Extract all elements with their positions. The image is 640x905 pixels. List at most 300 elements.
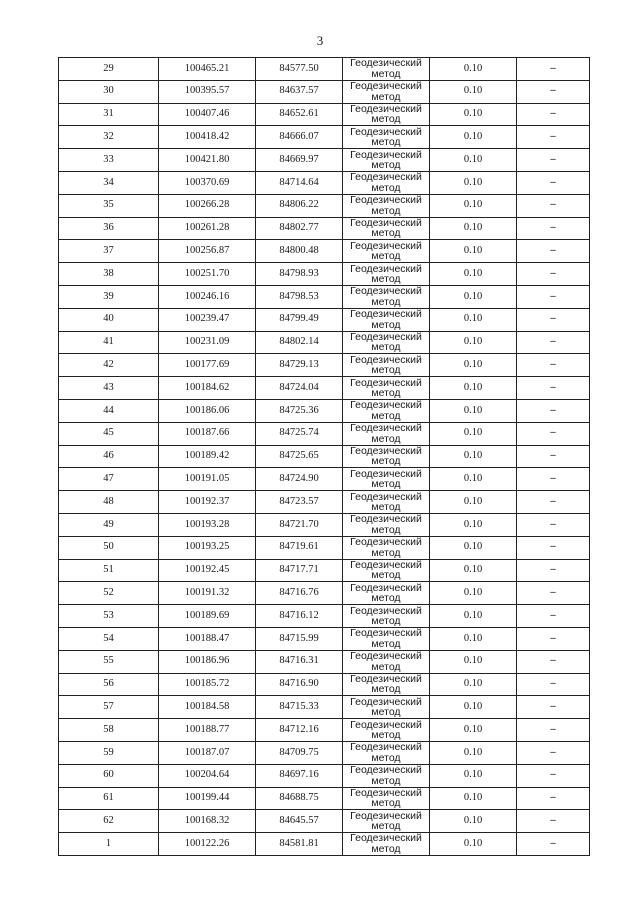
x-coordinate-cell: 100231.09: [159, 331, 256, 354]
point-number-cell: 33: [59, 149, 159, 172]
table-row: [59, 719, 590, 742]
note-cell: –: [517, 103, 590, 126]
table-row: [59, 285, 590, 308]
point-number-cell: 45: [59, 422, 159, 445]
method-line: Геодезический: [350, 467, 422, 480]
note-cell: –: [517, 513, 590, 536]
y-coordinate-cell: 84712.16: [256, 719, 343, 742]
x-coordinate-cell: 100168.32: [159, 810, 256, 833]
accuracy-cell: 0.10: [430, 308, 517, 331]
table-row: [59, 696, 590, 719]
x-coordinate-cell: 100239.47: [159, 308, 256, 331]
accuracy-cell: 0.10: [430, 741, 517, 764]
point-number-cell: 37: [59, 240, 159, 263]
accuracy-cell: 0.10: [430, 491, 517, 514]
x-coordinate-cell: 100418.42: [159, 126, 256, 149]
x-coordinate-cell: 100246.16: [159, 285, 256, 308]
method-line: метод: [371, 364, 401, 377]
y-coordinate-cell: 84724.04: [256, 377, 343, 400]
table-row: [59, 536, 590, 559]
method-cell: [343, 536, 430, 559]
accuracy-cell: 0.10: [430, 719, 517, 742]
method-line: Геодезический: [350, 80, 422, 93]
table-row: [59, 354, 590, 377]
note-cell: –: [517, 263, 590, 286]
method-cell: [343, 58, 430, 81]
y-coordinate-cell: 84725.65: [256, 445, 343, 468]
accuracy-cell: 0.10: [430, 833, 517, 856]
x-coordinate-cell: 100191.32: [159, 582, 256, 605]
method-line: метод: [371, 774, 401, 787]
accuracy-cell: 0.10: [430, 331, 517, 354]
method-cell: [343, 719, 430, 742]
method-cell: [343, 741, 430, 764]
method-line: Геодезический: [350, 832, 422, 845]
method-line: метод: [371, 204, 401, 217]
method-line: метод: [371, 432, 401, 445]
note-cell: –: [517, 741, 590, 764]
method-line: метод: [371, 455, 401, 468]
method-cell: [343, 468, 430, 491]
note-cell: –: [517, 696, 590, 719]
x-coordinate-cell: 100189.42: [159, 445, 256, 468]
y-coordinate-cell: 84802.77: [256, 217, 343, 240]
point-number-cell: 39: [59, 285, 159, 308]
point-number-cell: 44: [59, 399, 159, 422]
y-coordinate-cell: 84577.50: [256, 58, 343, 81]
y-coordinate-cell: 84799.49: [256, 308, 343, 331]
method-line: метод: [371, 683, 401, 696]
note-cell: –: [517, 422, 590, 445]
method-line: метод: [371, 592, 401, 605]
method-line: Геодезический: [350, 399, 422, 412]
table-row: [59, 605, 590, 628]
point-number-cell: 62: [59, 810, 159, 833]
method-line: Геодезический: [350, 216, 422, 229]
accuracy-cell: 0.10: [430, 810, 517, 833]
coordinates-table: [58, 57, 590, 856]
method-line: метод: [371, 67, 401, 80]
table-row: [59, 741, 590, 764]
point-number-cell: 43: [59, 377, 159, 400]
x-coordinate-cell: 100177.69: [159, 354, 256, 377]
y-coordinate-cell: 84669.97: [256, 149, 343, 172]
x-coordinate-cell: 100187.07: [159, 741, 256, 764]
method-line: метод: [371, 637, 401, 650]
accuracy-cell: 0.10: [430, 399, 517, 422]
x-coordinate-cell: 100185.72: [159, 673, 256, 696]
x-coordinate-cell: 100192.37: [159, 491, 256, 514]
point-number-cell: 49: [59, 513, 159, 536]
table-row: [59, 513, 590, 536]
x-coordinate-cell: 100184.62: [159, 377, 256, 400]
note-cell: –: [517, 80, 590, 103]
method-line: метод: [371, 250, 401, 263]
note-cell: –: [517, 833, 590, 856]
y-coordinate-cell: 84798.93: [256, 263, 343, 286]
method-cell: [343, 559, 430, 582]
method-line: Геодезический: [350, 171, 422, 184]
method-cell: [343, 787, 430, 810]
method-line: метод: [371, 273, 401, 286]
method-cell: [343, 217, 430, 240]
method-line: Геодезический: [350, 262, 422, 275]
point-number-cell: 52: [59, 582, 159, 605]
accuracy-cell: 0.10: [430, 627, 517, 650]
note-cell: –: [517, 445, 590, 468]
method-line: метод: [371, 159, 401, 172]
method-line: Геодезический: [350, 422, 422, 435]
x-coordinate-cell: 100192.45: [159, 559, 256, 582]
method-line: метод: [371, 820, 401, 833]
method-line: метод: [371, 615, 401, 628]
accuracy-cell: 0.10: [430, 559, 517, 582]
method-cell: [343, 126, 430, 149]
accuracy-cell: 0.10: [430, 764, 517, 787]
point-number-cell: 41: [59, 331, 159, 354]
method-line: Геодезический: [350, 741, 422, 754]
method-cell: [343, 240, 430, 263]
table-row: [59, 468, 590, 491]
y-coordinate-cell: 84652.61: [256, 103, 343, 126]
method-line: метод: [371, 751, 401, 764]
point-number-cell: 29: [59, 58, 159, 81]
method-line: метод: [371, 295, 401, 308]
point-number-cell: 42: [59, 354, 159, 377]
point-number-cell: 34: [59, 171, 159, 194]
note-cell: –: [517, 582, 590, 605]
method-line: Геодезический: [350, 672, 422, 685]
x-coordinate-cell: 100261.28: [159, 217, 256, 240]
accuracy-cell: 0.10: [430, 171, 517, 194]
accuracy-cell: 0.10: [430, 354, 517, 377]
method-cell: [343, 354, 430, 377]
method-cell: [343, 673, 430, 696]
point-number-cell: 50: [59, 536, 159, 559]
note-cell: –: [517, 240, 590, 263]
method-line: Геодезический: [350, 444, 422, 457]
method-cell: [343, 513, 430, 536]
method-line: Геодезический: [350, 239, 422, 252]
method-line: метод: [371, 842, 401, 855]
method-line: Геодезический: [350, 695, 422, 708]
method-line: Геодезический: [350, 764, 422, 777]
method-line: метод: [371, 569, 401, 582]
method-line: Геодезический: [350, 604, 422, 617]
accuracy-cell: 0.10: [430, 263, 517, 286]
table-row: [59, 582, 590, 605]
accuracy-cell: 0.10: [430, 149, 517, 172]
method-line: Геодезический: [350, 285, 422, 298]
y-coordinate-cell: 84581.81: [256, 833, 343, 856]
note-cell: –: [517, 285, 590, 308]
y-coordinate-cell: 84724.90: [256, 468, 343, 491]
point-number-cell: 57: [59, 696, 159, 719]
y-coordinate-cell: 84666.07: [256, 126, 343, 149]
y-coordinate-cell: 84716.90: [256, 673, 343, 696]
y-coordinate-cell: 84725.74: [256, 422, 343, 445]
x-coordinate-cell: 100407.46: [159, 103, 256, 126]
x-coordinate-cell: 100256.87: [159, 240, 256, 263]
method-line: метод: [371, 409, 401, 422]
x-coordinate-cell: 100193.28: [159, 513, 256, 536]
point-number-cell: 46: [59, 445, 159, 468]
table-row: [59, 149, 590, 172]
method-line: Геодезический: [350, 57, 422, 70]
table-row: [59, 308, 590, 331]
accuracy-cell: 0.10: [430, 468, 517, 491]
note-cell: –: [517, 126, 590, 149]
point-number-cell: 38: [59, 263, 159, 286]
table-row: [59, 331, 590, 354]
y-coordinate-cell: 84697.16: [256, 764, 343, 787]
x-coordinate-cell: 100187.66: [159, 422, 256, 445]
note-cell: –: [517, 491, 590, 514]
method-cell: [343, 308, 430, 331]
accuracy-cell: 0.10: [430, 605, 517, 628]
x-coordinate-cell: 100191.05: [159, 468, 256, 491]
table-row: [59, 103, 590, 126]
table-row: [59, 833, 590, 856]
method-cell: [343, 149, 430, 172]
point-number-cell: 53: [59, 605, 159, 628]
method-line: метод: [371, 706, 401, 719]
method-line: Геодезический: [350, 194, 422, 207]
point-number-cell: 58: [59, 719, 159, 742]
method-line: Геодезический: [350, 148, 422, 161]
y-coordinate-cell: 84798.53: [256, 285, 343, 308]
note-cell: –: [517, 171, 590, 194]
method-line: метод: [371, 797, 401, 810]
note-cell: –: [517, 149, 590, 172]
point-number-cell: 48: [59, 491, 159, 514]
method-line: метод: [371, 660, 401, 673]
x-coordinate-cell: 100370.69: [159, 171, 256, 194]
x-coordinate-cell: 100122.26: [159, 833, 256, 856]
accuracy-cell: 0.10: [430, 787, 517, 810]
table-row: [59, 445, 590, 468]
table-row: [59, 217, 590, 240]
x-coordinate-cell: 100186.06: [159, 399, 256, 422]
method-cell: [343, 605, 430, 628]
note-cell: –: [517, 194, 590, 217]
method-cell: [343, 810, 430, 833]
table-row: [59, 673, 590, 696]
coordinates-table-body: [59, 58, 590, 856]
method-line: Геодезический: [350, 650, 422, 663]
page-number: 3: [316, 33, 324, 48]
note-cell: –: [517, 810, 590, 833]
x-coordinate-cell: 100421.80: [159, 149, 256, 172]
method-line: Геодезический: [350, 102, 422, 115]
x-coordinate-cell: 100188.47: [159, 627, 256, 650]
note-cell: –: [517, 673, 590, 696]
method-line: метод: [371, 729, 401, 741]
accuracy-cell: 0.10: [430, 194, 517, 217]
y-coordinate-cell: 84802.14: [256, 331, 343, 354]
method-cell: [343, 833, 430, 856]
method-line: Геодезический: [350, 581, 422, 594]
note-cell: –: [517, 468, 590, 491]
method-line: Геодезический: [350, 308, 422, 321]
table-row: [59, 627, 590, 650]
method-line: Геодезический: [350, 786, 422, 799]
point-number-cell: 51: [59, 559, 159, 582]
accuracy-cell: 0.10: [430, 445, 517, 468]
accuracy-cell: 0.10: [430, 673, 517, 696]
table-row: [59, 559, 590, 582]
accuracy-cell: 0.10: [430, 536, 517, 559]
point-number-cell: 1: [59, 833, 159, 856]
method-cell: [343, 696, 430, 719]
method-line: метод: [371, 90, 401, 103]
y-coordinate-cell: 84800.48: [256, 240, 343, 263]
accuracy-cell: 0.10: [430, 513, 517, 536]
x-coordinate-cell: 100189.69: [159, 605, 256, 628]
y-coordinate-cell: 84719.61: [256, 536, 343, 559]
accuracy-cell: 0.10: [430, 377, 517, 400]
table-row: [59, 58, 590, 81]
y-coordinate-cell: 84716.12: [256, 605, 343, 628]
method-cell: [343, 422, 430, 445]
note-cell: –: [517, 559, 590, 582]
method-cell: [343, 650, 430, 673]
y-coordinate-cell: 84717.71: [256, 559, 343, 582]
y-coordinate-cell: 84709.75: [256, 741, 343, 764]
y-coordinate-cell: 84725.36: [256, 399, 343, 422]
y-coordinate-cell: 84714.64: [256, 171, 343, 194]
table-row: [59, 126, 590, 149]
method-line: метод: [371, 181, 401, 194]
note-cell: –: [517, 536, 590, 559]
x-coordinate-cell: 100186.96: [159, 650, 256, 673]
y-coordinate-cell: 84806.22: [256, 194, 343, 217]
method-line: Геодезический: [350, 513, 422, 526]
method-line: Геодезический: [350, 627, 422, 640]
x-coordinate-cell: 100266.28: [159, 194, 256, 217]
point-number-cell: 36: [59, 217, 159, 240]
method-cell: [343, 377, 430, 400]
table-row: [59, 399, 590, 422]
accuracy-cell: 0.10: [430, 582, 517, 605]
method-line: метод: [371, 478, 401, 491]
y-coordinate-cell: 84721.70: [256, 513, 343, 536]
x-coordinate-cell: 100184.58: [159, 696, 256, 719]
method-cell: [343, 194, 430, 217]
point-number-cell: 54: [59, 627, 159, 650]
method-line: метод: [371, 227, 401, 240]
point-number-cell: 40: [59, 308, 159, 331]
method-cell: [343, 263, 430, 286]
point-number-cell: 55: [59, 650, 159, 673]
method-line: Геодезический: [350, 353, 422, 366]
y-coordinate-cell: 84637.57: [256, 80, 343, 103]
point-number-cell: 31: [59, 103, 159, 126]
x-coordinate-cell: 100188.77: [159, 719, 256, 742]
method-cell: [343, 80, 430, 103]
table-row: [59, 422, 590, 445]
accuracy-cell: 0.10: [430, 103, 517, 126]
y-coordinate-cell: 84729.13: [256, 354, 343, 377]
method-cell: [343, 399, 430, 422]
accuracy-cell: 0.10: [430, 696, 517, 719]
point-number-cell: 60: [59, 764, 159, 787]
y-coordinate-cell: 84716.76: [256, 582, 343, 605]
table-row: [59, 764, 590, 787]
note-cell: –: [517, 787, 590, 810]
point-number-cell: 47: [59, 468, 159, 491]
method-line: метод: [371, 341, 401, 354]
method-line: метод: [371, 501, 401, 514]
point-number-cell: 56: [59, 673, 159, 696]
method-line: метод: [371, 387, 401, 400]
accuracy-cell: 0.10: [430, 650, 517, 673]
method-cell: [343, 582, 430, 605]
method-line: метод: [371, 136, 401, 149]
x-coordinate-cell: 100193.25: [159, 536, 256, 559]
table-row: [59, 377, 590, 400]
table-row: [59, 650, 590, 673]
y-coordinate-cell: 84715.33: [256, 696, 343, 719]
accuracy-cell: 0.10: [430, 126, 517, 149]
note-cell: –: [517, 605, 590, 628]
method-line: метод: [371, 318, 401, 331]
note-cell: –: [517, 719, 590, 742]
method-cell: [343, 491, 430, 514]
method-line: Геодезический: [350, 490, 422, 503]
method-cell: [343, 445, 430, 468]
method-cell: [343, 764, 430, 787]
point-number-cell: 35: [59, 194, 159, 217]
note-cell: –: [517, 354, 590, 377]
note-cell: –: [517, 399, 590, 422]
method-line: метод: [371, 546, 401, 559]
method-line: Геодезический: [350, 376, 422, 389]
point-number-cell: 32: [59, 126, 159, 149]
accuracy-cell: 0.10: [430, 285, 517, 308]
method-cell: [343, 285, 430, 308]
method-line: метод: [371, 523, 401, 536]
accuracy-cell: 0.10: [430, 80, 517, 103]
y-coordinate-cell: 84723.57: [256, 491, 343, 514]
method-cell: [343, 103, 430, 126]
point-number-cell: 59: [59, 741, 159, 764]
table-row: [59, 240, 590, 263]
x-coordinate-cell: 100251.70: [159, 263, 256, 286]
note-cell: –: [517, 627, 590, 650]
x-coordinate-cell: 100204.64: [159, 764, 256, 787]
accuracy-cell: 0.10: [430, 58, 517, 81]
y-coordinate-cell: 84645.57: [256, 810, 343, 833]
method-cell: [343, 171, 430, 194]
x-coordinate-cell: 100465.21: [159, 58, 256, 81]
table-row: [59, 810, 590, 833]
y-coordinate-cell: 84688.75: [256, 787, 343, 810]
point-number-cell: 61: [59, 787, 159, 810]
note-cell: –: [517, 377, 590, 400]
method-cell: [343, 331, 430, 354]
note-cell: –: [517, 217, 590, 240]
note-cell: –: [517, 331, 590, 354]
note-cell: –: [517, 308, 590, 331]
point-number-cell: 30: [59, 80, 159, 103]
method-line: Геодезический: [350, 125, 422, 138]
method-line: Геодезический: [350, 330, 422, 343]
table-row: [59, 171, 590, 194]
table-row: [59, 194, 590, 217]
table-row: [59, 80, 590, 103]
table-row: [59, 491, 590, 514]
